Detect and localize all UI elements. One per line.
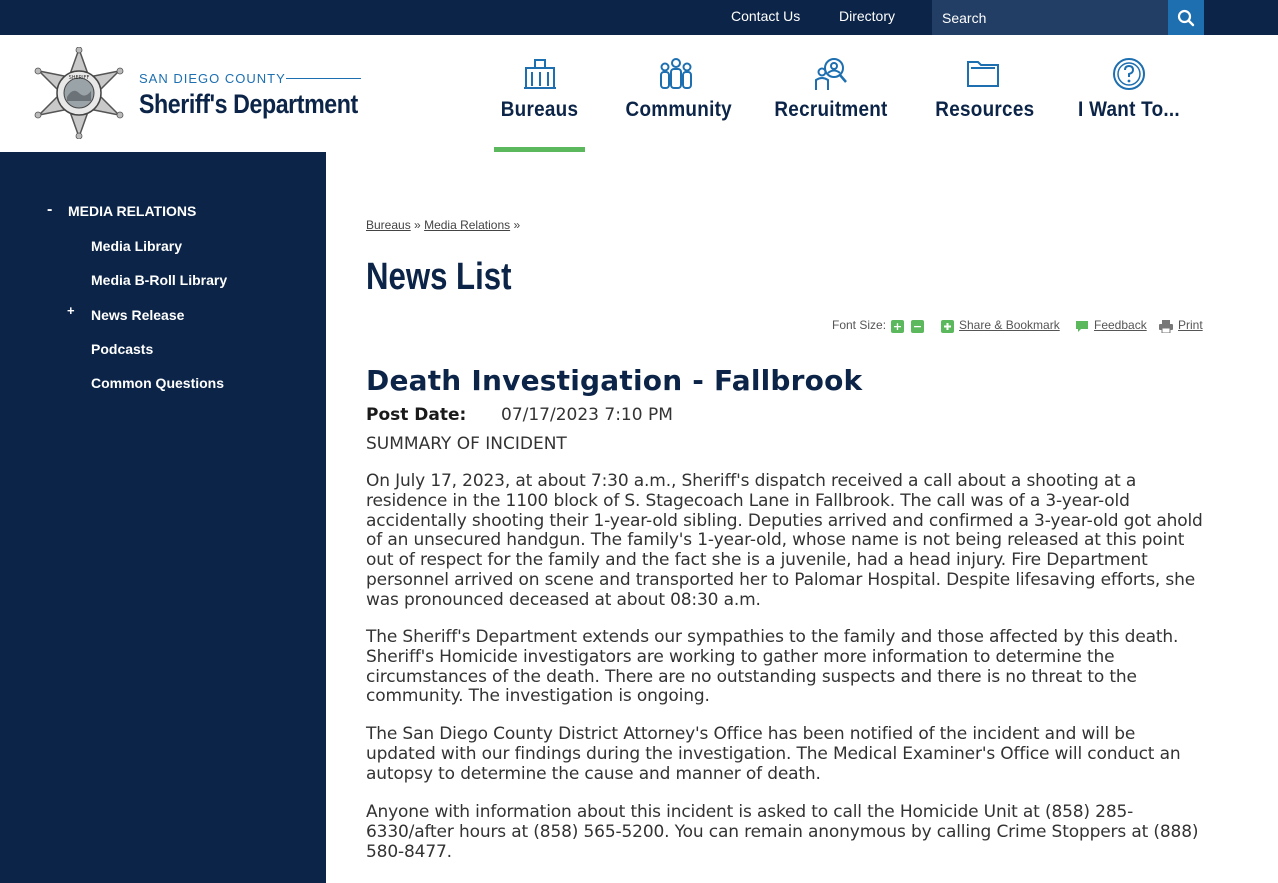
breadcrumb-separator: » (414, 218, 421, 232)
article-title: Death Investigation - Fallbrook (366, 364, 863, 397)
search-box (932, 0, 1168, 35)
share-plus-icon (941, 320, 954, 333)
breadcrumb (366, 218, 520, 232)
sidebar-item-media-relations[interactable]: MEDIA RELATIONS (68, 203, 197, 219)
nav-bureaus[interactable] (494, 50, 585, 152)
expand-toggle[interactable]: + (67, 303, 75, 318)
breadcrumb-separator: » (513, 218, 521, 232)
font-decrease-button[interactable]: − (912, 320, 923, 333)
article-paragraph: The Sheriff's Department extends our sympathies to the family and those affected by this death. Sheriff's Homicide investigators are working to gather more information to determine the circumstances of the death. There are no outstanding suspects and there is no threat to the community. The investigation is ongoing. (366, 627, 1179, 707)
print-link[interactable]: Print (1178, 318, 1203, 332)
people-icon (658, 56, 694, 92)
nav-community[interactable] (620, 50, 731, 152)
logo-divider-line (286, 78, 361, 79)
print-icon (1159, 320, 1173, 333)
post-date-label: Post Date: (366, 405, 467, 425)
nav-resources-label: Resources (935, 98, 1035, 121)
feedback-icon (1075, 320, 1089, 333)
nav-community-label: Community (625, 98, 732, 121)
breadcrumb-link-bureaus[interactable]: Bureaus (366, 218, 411, 232)
nav-recruitment-label: Recruitment (774, 98, 888, 121)
recruit-search-icon (813, 56, 849, 92)
search-input[interactable] (932, 0, 1168, 35)
search-icon (1177, 9, 1195, 27)
building-icon (522, 56, 558, 92)
folder-icon (965, 56, 1001, 92)
logo-county-text: SAN DIEGO COUNTY (139, 71, 286, 86)
article-paragraph: Anyone with information about this incident is asked to call the Homicide Unit at (858) 285-6330/after hours at (858) 565-5200. You can remain anonymous by calling Crime Stoppers at (888) 580-8477. (366, 802, 1199, 862)
post-date-value: 07/17/2023 7:10 PM (501, 405, 673, 425)
sidebar-item-common-questions[interactable]: Common Questions (91, 375, 225, 391)
logo-department-text: Sheriff's Department (139, 89, 358, 119)
sheriff-badge-logo (33, 47, 125, 139)
nav-resources[interactable] (930, 50, 1036, 152)
sidebar-item-media-library[interactable]: Media Library (91, 238, 183, 254)
top-utility-bar (0, 0, 1278, 35)
sidebar-item-podcasts[interactable]: Podcasts (91, 341, 154, 357)
summary-heading: SUMMARY OF INCIDENT (366, 434, 567, 454)
article-paragraph: On July 17, 2023, at about 7:30 a.m., Sheriff's dispatch received a call about a shooting at a residence in the 1100 block of S. Stagecoach Lane in Fallbrook. The call was of a 3-year-old accidentally shooting their 1-year-old sibling. Deputies arrived and confirmed a 3-year-old got ahold of an unsecured handgun. The family's 1-year-old, whose name is not being released at this point out of respect for the family and the fact she is a juvenile, had a head injury. Fire Department personnel arrived on scene and transported her to Palomar Hospital. Despite lifesaving efforts, she was pronounced deceased at about 08:30 a.m. (366, 471, 1203, 610)
search-button[interactable] (1168, 0, 1204, 35)
nav-i-want-to[interactable] (1072, 50, 1186, 152)
sidebar-item-news-release[interactable]: News Release (91, 307, 185, 323)
feedback-link[interactable]: Feedback (1094, 318, 1147, 332)
article-paragraph: The San Diego County District Attorney's Office has been notified of the incident and will be updated with our findings during the investigation. The Medical Examiner's Office will conduct an autopsy to determine the cause and manner of death. (366, 724, 1181, 784)
collapse-toggle[interactable]: - (47, 201, 53, 218)
contact-us-link[interactable]: Contact Us (731, 8, 801, 24)
directory-link[interactable]: Directory (839, 8, 896, 24)
sidebar (0, 152, 326, 883)
share-bookmark-link[interactable]: Share & Bookmark (959, 318, 1060, 332)
question-icon (1111, 56, 1147, 92)
nav-recruitment[interactable] (768, 50, 894, 152)
nav-bureaus-label: Bureaus (500, 98, 579, 121)
sidebar-item-media-b-roll-library[interactable]: Media B-Roll Library (91, 272, 228, 288)
svg-text:SHERIFF: SHERIFF (68, 75, 90, 81)
page-title: News List (366, 256, 512, 298)
breadcrumb-link-media-relations[interactable]: Media Relations (424, 218, 511, 232)
font-increase-button[interactable]: + (892, 320, 903, 333)
nav-i-want-to-label: I Want To... (1078, 98, 1180, 121)
font-size-label: Font Size: (832, 318, 887, 332)
